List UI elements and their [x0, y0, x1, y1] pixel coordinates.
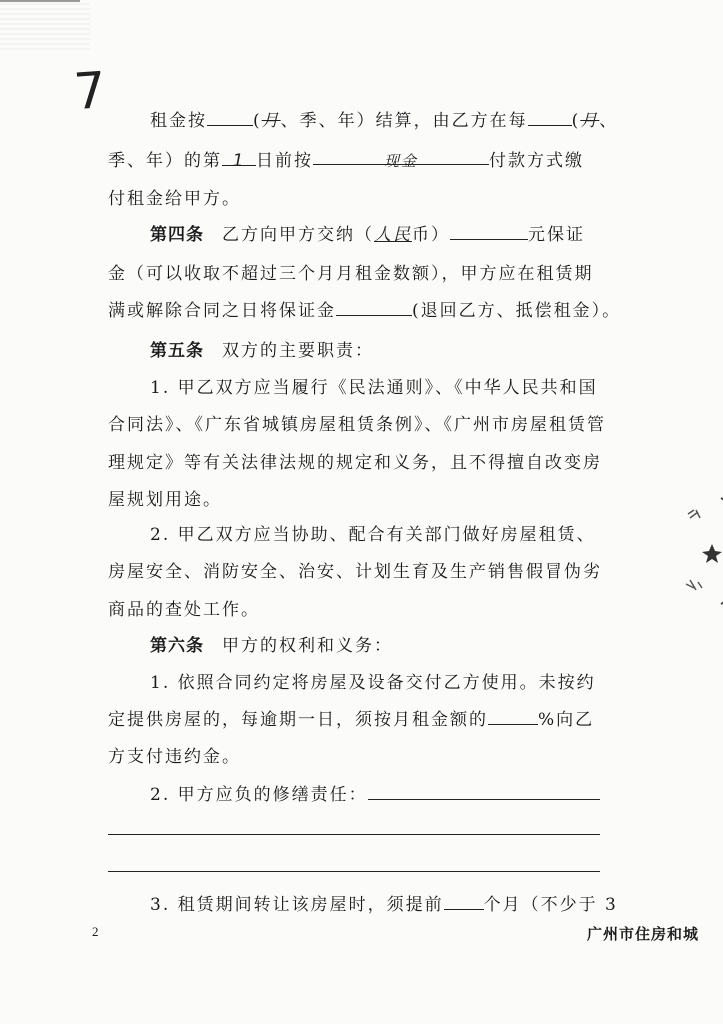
text: %向乙	[538, 710, 595, 730]
handwritten-cash: 现金	[383, 152, 418, 170]
line-7	[150, 336, 374, 361]
blank-repair-duty	[368, 785, 600, 800]
text: 定提供房屋的，每逾期一日，须按月租金额的	[108, 710, 488, 730]
text: 2. 甲方应负的修缮责任：	[150, 785, 368, 805]
text: 3. 租赁期间转让该房屋时，须提前	[150, 895, 444, 915]
handwritten-strike: 月	[580, 111, 600, 131]
text: (	[253, 111, 262, 131]
blank-rule	[108, 834, 600, 835]
scan-edge	[0, 0, 80, 2]
line-1	[150, 106, 618, 131]
text: 币）	[412, 225, 450, 245]
text: 满或解除合同之日将保证金	[108, 301, 336, 321]
line-11: 屋规划用途。	[108, 490, 222, 510]
text: 个月（不少于 3	[483, 895, 618, 915]
line-15	[150, 631, 393, 656]
handwritten-day: 1	[232, 151, 246, 171]
text: 元保证	[528, 225, 585, 245]
text: 双方的主要职责：	[222, 341, 374, 361]
line-16: 1. 依照合同约定将房屋及设备交付乙方使用。未按约	[150, 673, 596, 693]
handwritten-strike: 月	[261, 111, 281, 131]
blank-payment-method	[313, 150, 489, 170]
line-6	[108, 296, 621, 321]
page-number: 2	[92, 924, 99, 939]
text: (退回乙方、抵偿租金）。	[412, 301, 622, 321]
line-17	[108, 705, 594, 730]
blank-deposit	[450, 225, 528, 240]
article-5-heading: 第五条	[150, 341, 204, 361]
line-20	[150, 890, 618, 915]
line-5: 金（可以收取不超过三个月月租金数额），甲方应在租赁期	[108, 264, 594, 284]
line-8: 1. 甲乙双方应当履行《民法通则》、《中华人民共和国	[150, 378, 598, 398]
line-4	[150, 220, 585, 245]
scan-shadow	[0, 0, 90, 50]
handwritten-mark: 7	[72, 60, 108, 122]
blank-deposit-return	[336, 301, 412, 316]
line-9: 合同法》、《广东省城镇房屋租赁条例》、《广州市房屋租赁管	[108, 415, 606, 435]
text: 付款方式缴	[489, 151, 584, 171]
blank-rule	[108, 871, 600, 872]
text: 甲方的权利和义务：	[222, 636, 393, 656]
blank-months	[444, 895, 484, 910]
line-18: 方支付违约金。	[108, 747, 241, 767]
line-12: 2. 甲乙双方应当协助、配合有关部门做好房屋租赁、	[150, 525, 596, 545]
text: 、	[599, 111, 619, 131]
text: 租金按	[150, 111, 207, 131]
text: (	[571, 111, 581, 131]
text: 季、年）的第	[108, 151, 222, 171]
official-seal-fragment	[676, 486, 723, 616]
blank-period	[528, 111, 572, 126]
blank-penalty-percent	[488, 710, 538, 725]
line-19	[150, 780, 600, 805]
blank-settlement	[207, 111, 253, 126]
text: 乙方向甲方交纳（	[222, 225, 374, 245]
footer-issuer: 广州市住房和城	[586, 925, 699, 943]
line-2	[108, 146, 584, 171]
line-13: 房屋安全、消防安全、治安、计划生育及生产销售假冒伪劣	[108, 562, 602, 582]
text: 日前按	[256, 151, 313, 171]
line-10: 理规定》等有关法律法规的规定和义务，且不得擅自改变房	[108, 453, 602, 473]
article-4-heading: 第四条	[150, 225, 204, 245]
text: 、季、年）结算，由乙方在每	[280, 111, 528, 131]
line-3: 付租金给甲方。	[108, 189, 241, 209]
blank-day	[222, 151, 256, 171]
handwritten-currency: 人民	[374, 225, 412, 245]
line-14: 商品的查处工作。	[108, 600, 260, 620]
article-6-heading: 第六条	[150, 636, 204, 656]
